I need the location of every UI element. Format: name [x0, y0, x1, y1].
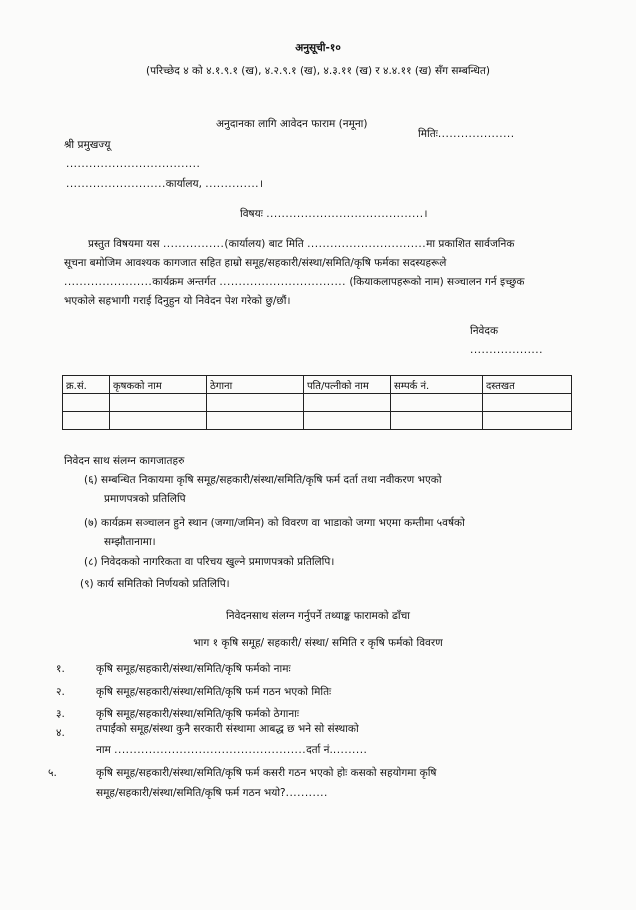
attachment-number: (९) — [80, 578, 94, 590]
table-cell — [207, 412, 304, 430]
date-blank: .................... — [437, 128, 515, 140]
table-cell — [304, 412, 391, 430]
attachment-item — [84, 516, 465, 530]
date-field — [418, 127, 515, 141]
section-title: निवेदनसाथ संलग्न गर्नुपर्ने तथ्याङ्क फारामको ढाँचा — [226, 610, 410, 622]
item-number: ४. — [56, 727, 65, 739]
item-text-continued: नाम ..................................................दर्ता नं.......... — [96, 744, 368, 756]
table-header: दस्तखत — [483, 376, 572, 394]
attachment-text: कार्यक्रम सञ्चालन हुने स्थान (जग्गा/जमिन) को विवरण वा भाडाको जग्गा भएमा कम्तीमा ५वर्षको — [101, 517, 465, 529]
farmer-table — [62, 375, 572, 430]
item-text: कृषि समूह/सहकारी/संस्था/समिति/कृषि फर्मको नामः — [96, 663, 291, 675]
item-number: १. — [56, 663, 65, 675]
item-text: कृषि समूह/सहकारी/संस्था/समिति/कृषि फर्म गठन भएको मितिः — [96, 686, 332, 698]
body-line-2: सूचना बमोजिम आवश्यक कागजात सहित हाम्रो समूह/सहकारी/संस्था/समिति/कृषि फर्मका सदस्यहरूले — [64, 257, 447, 269]
table-cell — [391, 394, 483, 412]
table-cell — [63, 394, 110, 412]
attachment-item — [80, 577, 230, 591]
table-cell — [207, 394, 304, 412]
address-line-1: ................................... — [66, 158, 201, 170]
body-line-3: .......................कार्यक्रम अन्तर्गत ................................. (कियाकलापहरूको नाम) सञ्चालन गर्न इच्छुक — [64, 276, 525, 288]
attachment-text: कार्य समितिको निर्णयको प्रतिलिपि। — [97, 578, 230, 590]
date-label: मितिः — [418, 128, 438, 140]
attachments-heading: निवेदन साथ संलग्न कागजातहरु — [64, 455, 185, 467]
table-header: कृषकको नाम — [110, 376, 207, 394]
table-cell — [391, 412, 483, 430]
table-cell — [110, 412, 207, 430]
item-number: ५. — [48, 767, 57, 779]
item-number: ३. — [56, 708, 65, 720]
table-header: ठेगाना — [207, 376, 304, 394]
attachment-text: सम्बन्धित निकायमा कृषि समूह/सहकारी/संस्था/समिति/कृषि फर्म दर्ता तथा नवीकरण भएको — [101, 474, 442, 486]
attachment-text: निवेदकको नागरिकता वा परिचय खुल्ने प्रमाणपत्रको प्रतिलिपि। — [101, 556, 335, 568]
reference-line: (परिच्छेद ४ को ४.१.९.१ (ख), ४.२.९.१ (ख), ४.३.११ (ख) र ४.४.११ (ख) सँग सम्बन्धित) — [145, 65, 491, 77]
applicant-label: निवेदक — [470, 325, 499, 337]
attachment-number: (८) — [84, 556, 98, 568]
table-cell — [110, 394, 207, 412]
form-title: अनुदानका लागि आवेदन फाराम (नमूना) — [216, 118, 368, 130]
table-row — [63, 412, 572, 430]
annex-heading: अनुसूची-१० — [295, 42, 341, 54]
subject-label: विषयः — [240, 208, 263, 220]
table-cell — [304, 394, 391, 412]
item-text-continued: समूह/सहकारी/संस्था/समिति/कृषि फर्म गठन भयो?........... — [96, 787, 328, 799]
address-line-2 — [66, 177, 263, 191]
table-header-row — [63, 376, 572, 394]
address-blank-1: .......................... — [66, 178, 166, 190]
attachment-text-continued: प्रमाणपत्रको प्रतिलिपि — [104, 493, 186, 505]
applicant-signature-blank: ................... — [470, 344, 543, 356]
attachment-item — [84, 555, 334, 569]
body-line-4: भएकोले सहभागी गराई दिनुहुन यो निवेदन पेश गरेको छु/छौं। — [64, 295, 291, 307]
body-line-1: प्रस्तुत विषयमा यस ................(कार्यालय) बाट मिति ...............................मा प्रकाशित सार्वजनिक — [88, 238, 515, 250]
table-cell — [483, 412, 572, 430]
table-cell — [63, 412, 110, 430]
application-body — [64, 235, 574, 311]
part-title: भाग १ कृषि समूह/ सहकारी/ संस्था/ समिति र कृषि फर्मको विवरण — [193, 637, 443, 649]
attachment-number: (६) — [84, 474, 98, 486]
address-blank-2: ..............। — [205, 178, 264, 190]
attachment-number: (७) — [84, 517, 98, 529]
table-row — [63, 394, 572, 412]
item-text: तपाईंको समूह/संस्था कुनै सरकारी संस्थामा आबद्ध छ भने सो संस्थाको — [96, 723, 359, 735]
item-text: कृषि समूह/सहकारी/संस्था/समिति/कृषि फर्म कसरी गठन भएको होः कसको सहयोगमा कृषि — [96, 767, 437, 779]
table-header: क्र.सं. — [63, 376, 110, 394]
attachment-text-continued: सम्झौतानामा। — [104, 536, 156, 548]
table-cell — [483, 394, 572, 412]
table-header: सम्पर्क नं. — [391, 376, 483, 394]
table-header: पति/पत्नीको नाम — [304, 376, 391, 394]
office-label: कार्यालय, — [165, 178, 202, 190]
attachment-item — [84, 473, 442, 487]
subject-blank: .........................................। — [266, 208, 429, 220]
item-number: २. — [56, 686, 65, 698]
item-text: कृषि समूह/सहकारी/संस्था/समिति/कृषि फर्मको ठेगानाः — [96, 708, 300, 720]
salutation: श्री प्रमुखज्यू — [64, 139, 111, 151]
subject-line — [240, 207, 428, 221]
